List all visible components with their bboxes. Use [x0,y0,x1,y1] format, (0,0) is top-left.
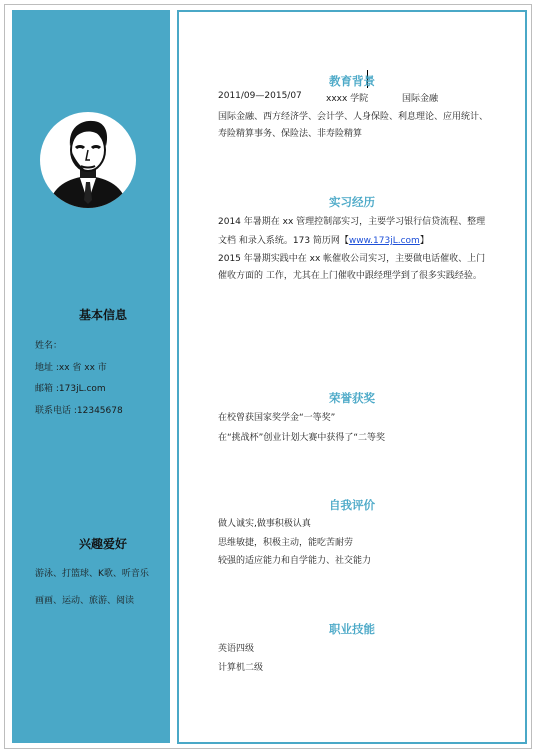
honors-line-2: 在“挑战杯”创业计划大赛中获得了“二等奖 [218,433,385,443]
skills-line-1: 英语四级 [218,644,255,654]
hobbies-heading: 兴趣爱好 [78,537,127,551]
self-eval-line-3: 较强的适应能力和自学能力、社交能力 [218,556,372,566]
website-link[interactable]: www.173jL.com [348,236,420,246]
education-courses-2: 寿险精算事务、保险法、非寿险精算 [218,129,363,139]
education-dates: 2011/09—2015/07 [218,91,302,101]
portrait-icon [40,112,136,208]
internship-line-4: 催收方面的 工作，尤其在上门催收中跟经理学到了很多实践经验。 [218,271,482,281]
honors-title: 荣誉获奖 [329,391,375,405]
hobbies-line-1: 游泳、打篮球、K歌、听音乐 [35,569,149,579]
skills-line-2: 计算机二级 [218,663,264,673]
basic-info-heading: 基本信息 [78,308,127,322]
skills-title: 职业技能 [329,622,375,636]
internship-line-3: 2015 年暑期实践中在 xx 帐催收公司实习，主要做电话催收、上门 [218,254,486,264]
internship-line-2-end: 】 [419,236,429,246]
internship-title: 实习经历 [329,195,375,209]
education-school: xxxx 学院 [326,94,369,104]
self-eval-line-1: 做人诚实,做事积极认真 [218,519,311,529]
internship-line-2 [218,233,429,246]
honors-line-1: 在校曾获国家奖学金“一等奖” [218,413,336,423]
address-text: 地址 :xx 省 xx 市 [35,363,107,373]
self-eval-title: 自我评价 [329,498,375,512]
internship-line-2-text: 文档 和录入系统。173 简历网【 [218,236,349,246]
hobbies-line-2: 画画、运动、旅游、阅读 [35,596,135,606]
self-eval-line-2: 思维敏捷，积极主动，能吃苦耐劳 [218,538,354,548]
name-label: 姓名： [35,341,63,351]
education-major: 国际金融 [402,94,439,104]
phone-text: 联系电话 :12345678 [35,406,123,416]
education-title: 教育背景 [329,74,375,88]
email-text: 邮箱 :173jL.com [35,384,106,394]
internship-line-1: 2014 年暑期在 xx 管理控制部实习，主要学习银行信贷流程、整理 [218,217,486,227]
avatar [40,112,136,208]
education-courses-1: 国际金融、西方经济学、会计学、人身保险、利息理论、应用统计、 [218,112,489,122]
